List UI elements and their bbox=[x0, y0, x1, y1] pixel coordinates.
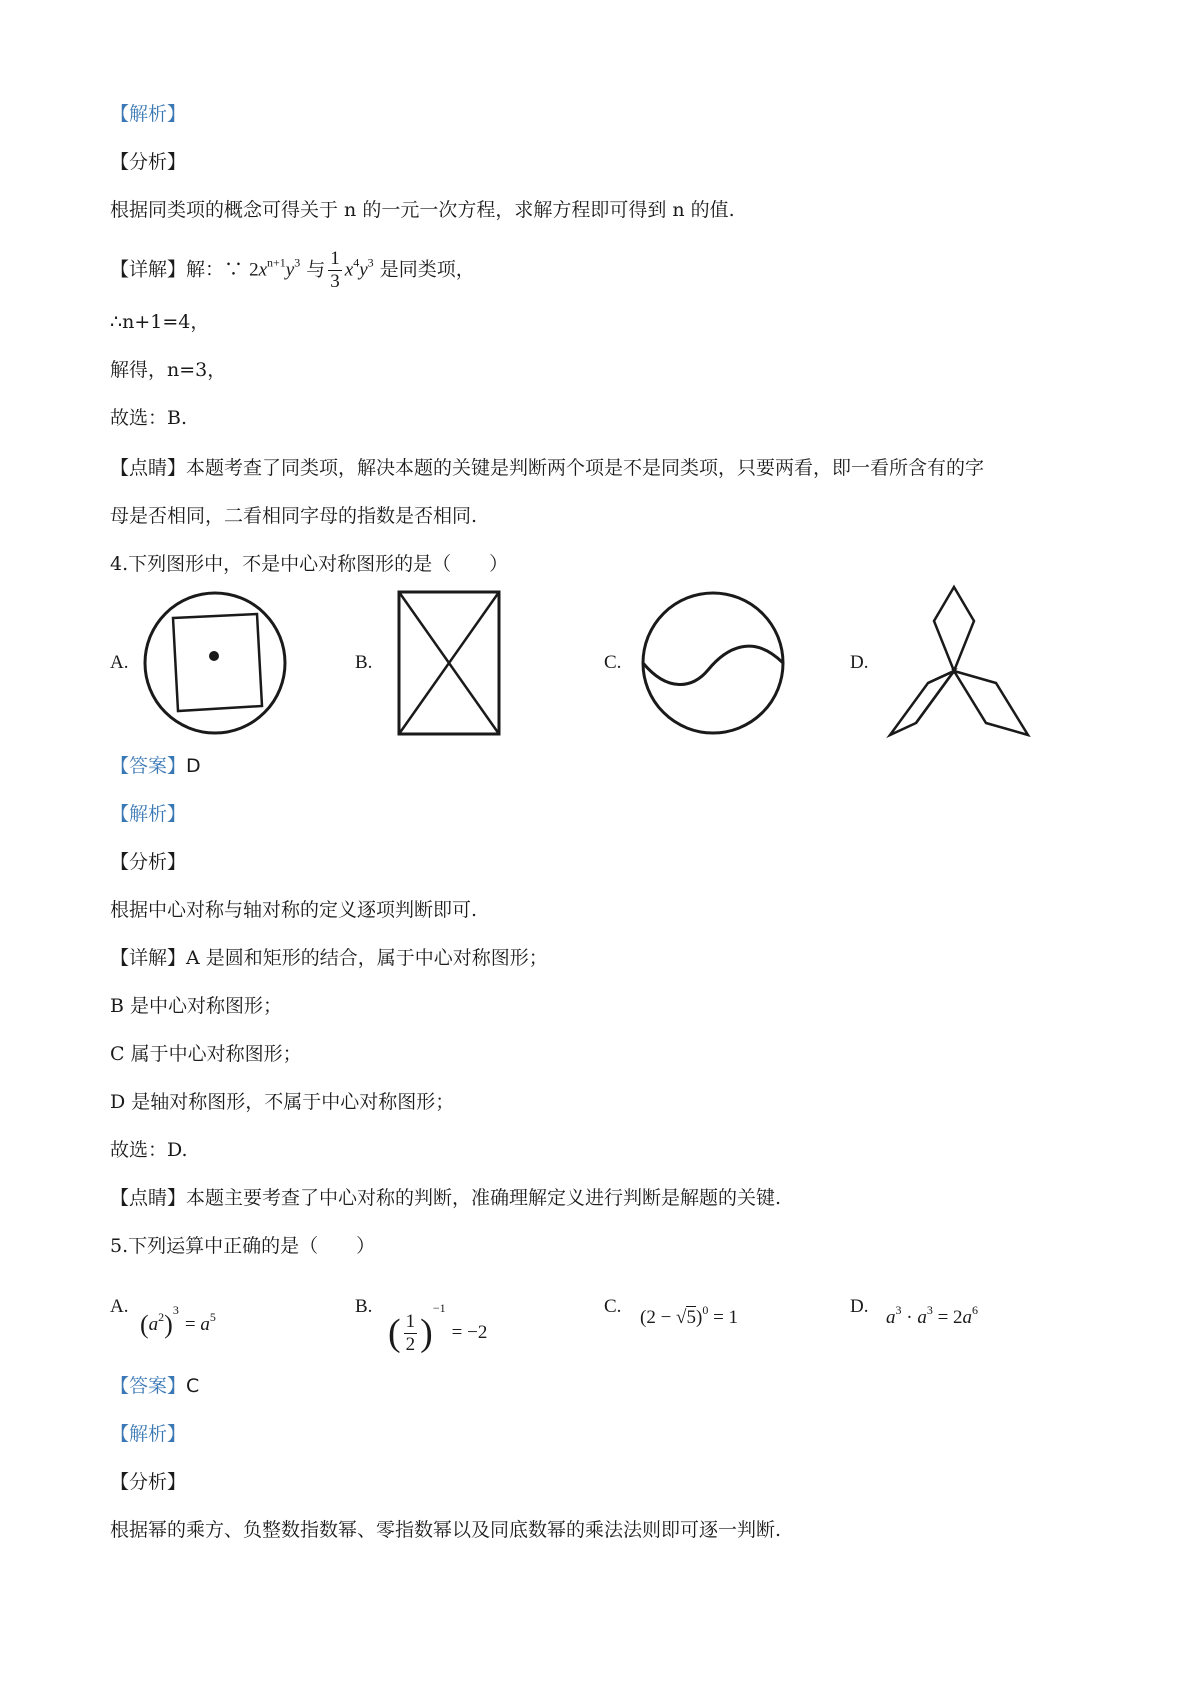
jiexi-heading-q3: 【解析】 bbox=[110, 103, 187, 125]
xiangjie-line-q3 bbox=[110, 248, 475, 293]
q4-option-a-label: A. bbox=[110, 652, 129, 673]
q5-option-b-label: B. bbox=[355, 1296, 373, 1317]
detail-c: C 属于中心对称图形； bbox=[110, 1043, 302, 1065]
choose-q4: 故选：D. bbox=[110, 1139, 188, 1161]
term1-coef: 2 bbox=[249, 259, 259, 281]
dianjing-text1: 本题考查了同类项，解决本题的关键是判断两个项是不是同类项，只要两看，即一看所含有的字 bbox=[186, 457, 985, 479]
dianjing-q3-line1 bbox=[110, 454, 984, 482]
jiexi-heading-q4: 【解析】 bbox=[110, 803, 187, 825]
q4-option-d-label: D. bbox=[850, 652, 869, 673]
xiangjie-label: 【详解】 bbox=[110, 258, 187, 281]
xiangjie-label-q4: 【详解】 bbox=[110, 947, 187, 969]
fenxi-text-q3: 根据同类项的概念可得关于 n 的一元一次方程，求解方程即可得到 n 的值. bbox=[110, 199, 735, 221]
dianjing-text-q4: 本题主要考查了中心对称的判断，准确理解定义进行判断是解题的关键. bbox=[186, 1187, 782, 1209]
q5-stem: 5.下列运算中正确的是（ ） bbox=[110, 1235, 376, 1257]
detail-d: D 是轴对称图形，不属于中心对称图形； bbox=[110, 1091, 455, 1113]
dianjing-label-q4: 【点睛】 bbox=[110, 1187, 187, 1209]
detail-a bbox=[110, 944, 548, 972]
term1-y: y bbox=[285, 259, 295, 281]
sqrt-sign: √ bbox=[676, 1307, 687, 1328]
term1-xexp: n+1 bbox=[267, 255, 286, 270]
q5-option-a-label: A. bbox=[110, 1296, 129, 1317]
q4-figure-c bbox=[638, 588, 788, 738]
q4-stem: 4.下列图形中，不是中心对称图形的是（ ） bbox=[110, 553, 509, 575]
term2-x: x bbox=[344, 259, 354, 281]
dianjing-q4 bbox=[110, 1184, 781, 1212]
q4-figure-b bbox=[393, 588, 505, 738]
q4-answer bbox=[110, 752, 201, 780]
q4-figure-d bbox=[884, 583, 1034, 743]
q4-option-b-label: B. bbox=[355, 652, 373, 673]
term1-x: x bbox=[258, 259, 268, 281]
q5-answer bbox=[110, 1372, 199, 1400]
detail-b: B 是中心对称图形； bbox=[110, 995, 283, 1017]
fenxi-heading-q3: 【分析】 bbox=[110, 151, 187, 173]
step-2: 解得，n=3， bbox=[110, 359, 227, 381]
dianjing-label: 【点睛】 bbox=[110, 457, 187, 479]
q5-option-a-expr: $(a^2)^3 = a^5$ bbox=[140, 1303, 216, 1339]
choose-q3: 故选：B. bbox=[110, 407, 188, 429]
xiangjie-suffix: 是同类项， bbox=[379, 258, 475, 281]
fenxi-text-q4: 根据中心对称与轴对称的定义逐项判断即可. bbox=[110, 899, 478, 921]
xiangjie-prefix: 解：∵ bbox=[186, 258, 244, 281]
fraction-one-half: $\frac{1}{2}$ bbox=[405, 1310, 416, 1355]
answer-label-q5: 【答案】 bbox=[110, 1375, 187, 1397]
q5-option-c-expr: $(2 - √5)^0 = 1$ bbox=[640, 1303, 739, 1328]
dianjing-q3-line2: 母是否相同，二看相同字母的指数是否相同. bbox=[110, 505, 478, 527]
answer-label: 【答案】 bbox=[110, 755, 187, 777]
step-1: ∴n+1=4， bbox=[110, 311, 210, 333]
term2-y: y bbox=[359, 259, 368, 281]
fenxi-heading-q5: 【分析】 bbox=[110, 1471, 187, 1493]
fraction-one-third: $\frac{1}{3}$ bbox=[330, 248, 340, 292]
q4-option-c-label: C. bbox=[604, 652, 622, 673]
answer-value-q5: C bbox=[186, 1375, 200, 1397]
term2-xexp: 4 bbox=[353, 255, 360, 270]
jiexi-heading-q5: 【解析】 bbox=[110, 1423, 187, 1445]
term2-yexp: 3 bbox=[367, 255, 374, 270]
fenxi-heading-q4: 【分析】 bbox=[110, 851, 187, 873]
connector-text: 与 bbox=[306, 258, 326, 281]
q5-option-c-label: C. bbox=[604, 1296, 622, 1317]
q5-option-d-label: D. bbox=[850, 1296, 869, 1317]
q4-figure-a bbox=[140, 588, 290, 738]
answer-value: D bbox=[186, 755, 201, 777]
term1-yexp: 3 bbox=[294, 255, 301, 270]
detail-a-text: A 是圆和矩形的结合，属于中心对称图形； bbox=[186, 947, 548, 969]
fenxi-text-q5: 根据幂的乘方、负整数指数幂、零指数幂以及同底数幂的乘法法则即可逐一判断. bbox=[110, 1519, 782, 1541]
q5-option-b-expr: ( $\frac{1}{2}$ )$^{-1}$ = −2 bbox=[388, 1301, 488, 1355]
q5-option-d-expr: $a^3 \cdot a^3 = 2a^6$ bbox=[886, 1303, 979, 1328]
